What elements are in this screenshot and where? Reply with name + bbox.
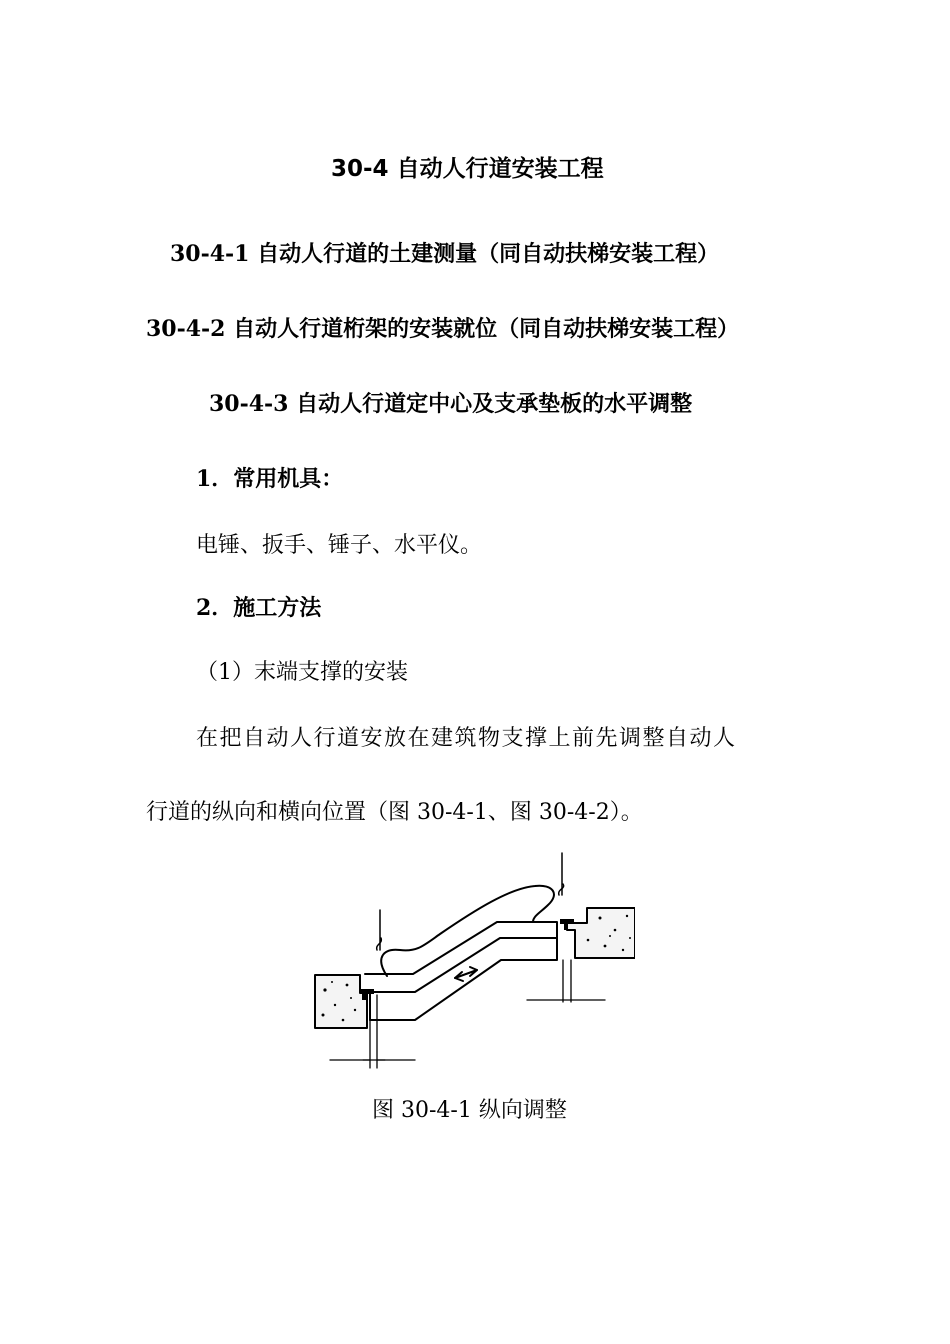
paragraph-line-2: 行道的纵向和横向位置（图 30-4-1、图 30-4-2）。: [146, 800, 643, 825]
section-heading-30-4-3: 30-4-3 自动人行道定中心及支承垫板的水平调整: [209, 391, 693, 417]
figure-caption: 图 30-4-1 纵向调整: [372, 1098, 567, 1123]
section-heading-30-4-2: 30-4-2 自动人行道桁架的安装就位（同自动扶梯安装工程）: [146, 316, 740, 342]
item-heading-method: 2．施工方法: [196, 595, 322, 621]
item-heading-tools: 1．常用机具：: [196, 466, 344, 492]
paragraph-line-1: 在把自动人行道安放在建筑物支撑上前先调整自动人: [196, 726, 737, 751]
section-heading-30-4-1: 30-4-1 自动人行道的土建测量（同自动扶梯安装工程）: [170, 241, 720, 267]
subheading-end-support: （1）末端支撑的安装: [196, 660, 408, 685]
tools-list: 电锤、扳手、锤子、水平仪。: [196, 533, 483, 558]
page-title: 30-4 自动人行道安装工程: [331, 156, 604, 182]
longitudinal-adjustment-figure: [305, 850, 635, 1080]
